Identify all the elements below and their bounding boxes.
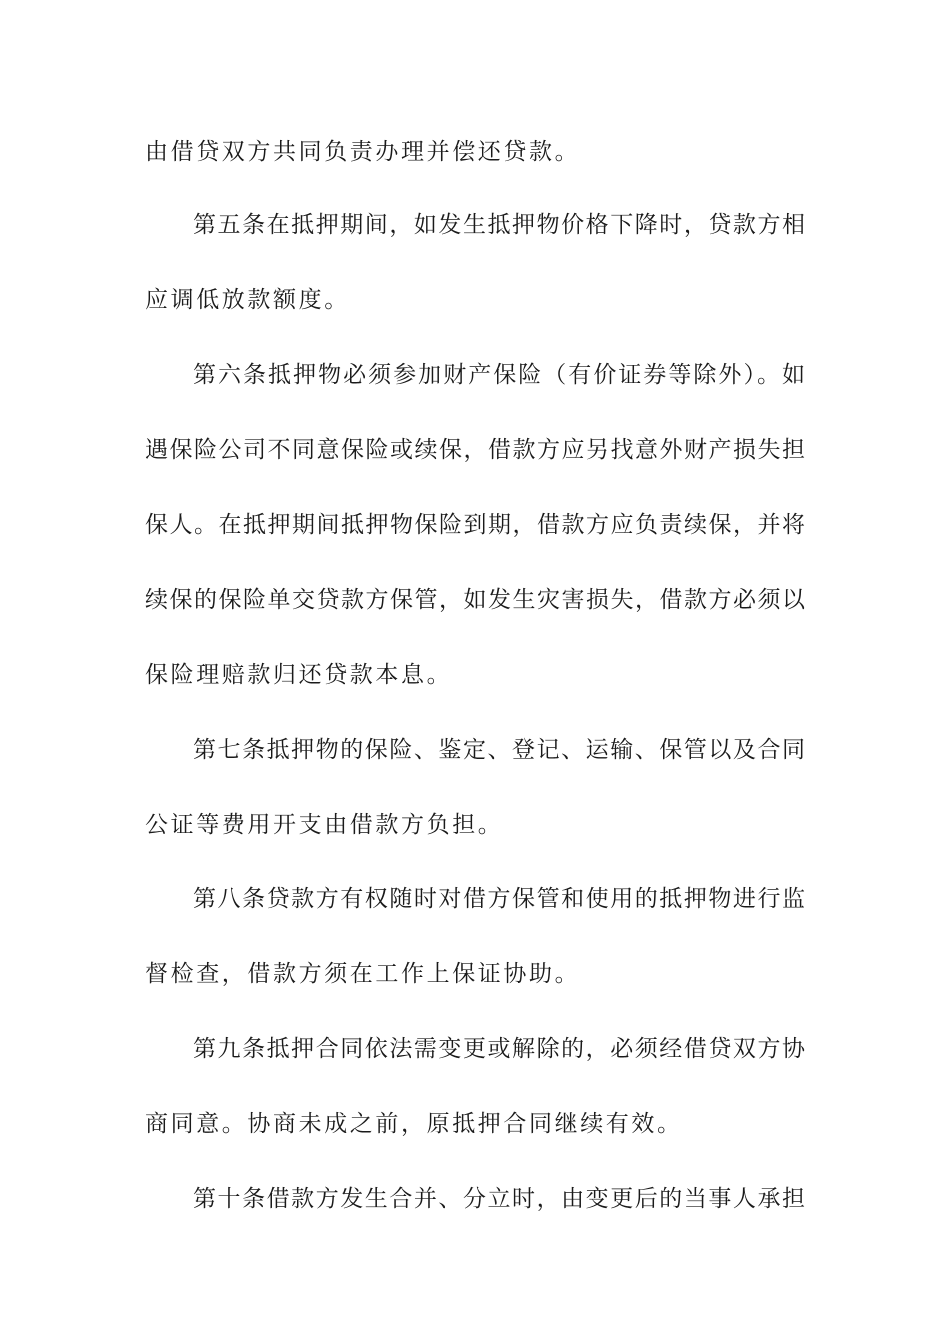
paragraph-line-article-7: 第七条抵押物的保险、鉴定、登记、运输、保管以及合同	[193, 737, 805, 763]
paragraph-line-article-5: 第五条在抵押期间，如发生抵押物价格下降时，贷款方相	[193, 212, 805, 238]
paragraph-line-article-8: 第八条贷款方有权随时对借方保管和使用的抵押物进行监	[193, 886, 805, 912]
paragraph-line: 由借贷双方共同负责办理并偿还贷款。	[145, 139, 581, 165]
paragraph-line-article-6: 第六条抵押物必须参加财产保险（有价证券等除外）。如	[193, 362, 805, 388]
paragraph-line: 保人。在抵押期间抵押物保险到期，借款方应负责续保，并将	[145, 512, 805, 538]
paragraph-line: 续保的保险单交贷款方保管，如发生灾害损失，借款方必须以	[145, 587, 805, 613]
paragraph-line: 督检查，借款方须在工作上保证协助。	[145, 961, 581, 987]
paragraph-line: 保险理赔款归还贷款本息。	[145, 662, 453, 688]
paragraph-line: 商同意。协商未成之前，原抵押合同继续有效。	[145, 1111, 683, 1137]
paragraph-line-article-10: 第十条借款方发生合并、分立时，由变更后的当事人承担	[193, 1186, 805, 1212]
paragraph-line: 遇保险公司不同意保险或续保，借款方应另找意外财产损失担	[145, 437, 805, 463]
paragraph-line: 应调低放款额度。	[145, 287, 350, 313]
paragraph-line-article-9: 第九条抵押合同依法需变更或解除的，必须经借贷双方协	[193, 1036, 805, 1062]
paragraph-line: 公证等费用开支由借款方负担。	[145, 812, 504, 838]
